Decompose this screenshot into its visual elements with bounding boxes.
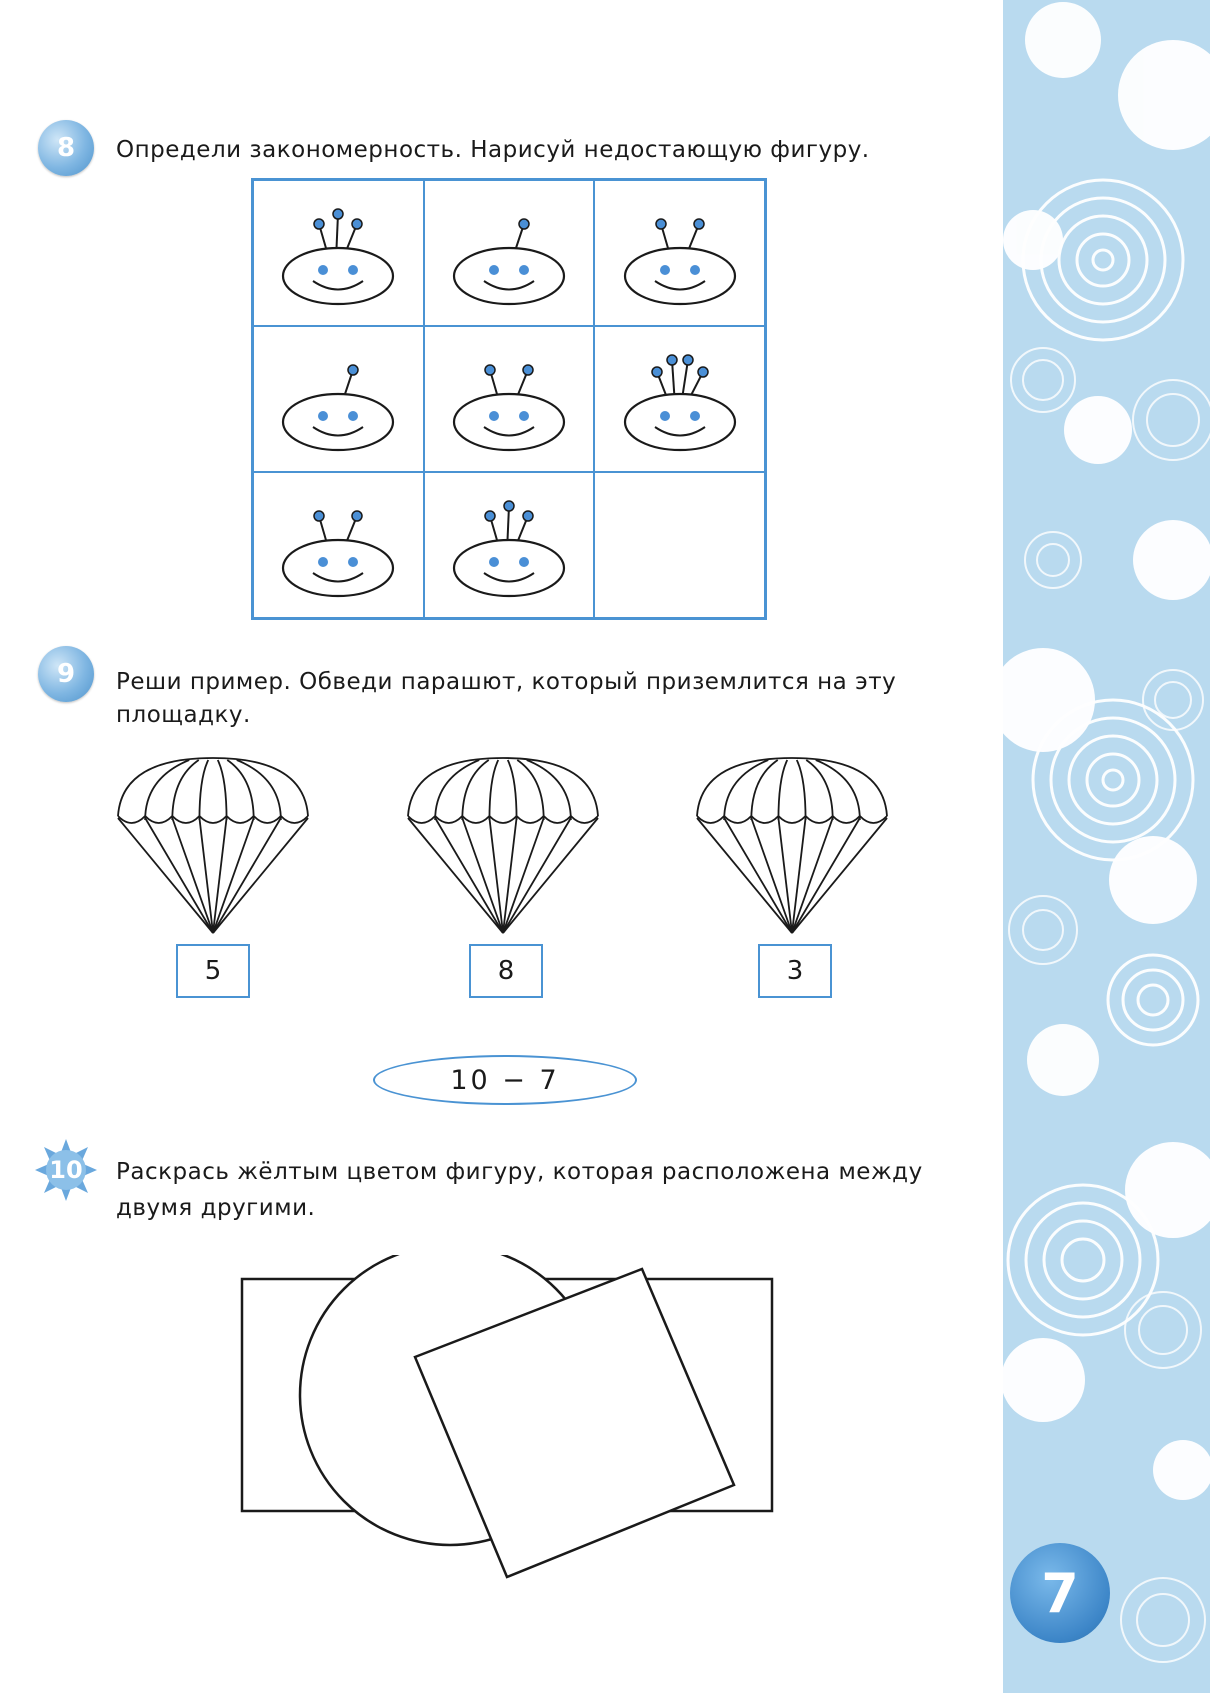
page-number-text: 7 xyxy=(1041,1561,1079,1625)
task-instruction-line: Реши пример. Обведи парашют, который приземлится на эту xyxy=(116,669,897,695)
task-instruction-line: двумя другими. xyxy=(116,1195,316,1221)
alien-face-icon xyxy=(444,490,574,600)
task-instruction-line: площадку. xyxy=(116,702,251,728)
alien-face-icon xyxy=(444,198,574,308)
alien-face-icon xyxy=(273,490,403,600)
alien-face-icon xyxy=(615,198,745,308)
grid-cell xyxy=(424,472,595,618)
task-instruction xyxy=(116,1154,986,1190)
alien-face-icon xyxy=(273,198,403,308)
alien-face-icon xyxy=(615,344,745,454)
grid-cell xyxy=(253,180,424,326)
grid-cell xyxy=(253,326,424,472)
task-instruction xyxy=(116,664,986,700)
grid-cell xyxy=(594,180,765,326)
decorative-side-strip xyxy=(1003,0,1210,1693)
page-number xyxy=(1010,1543,1110,1643)
expression-text: 10 − 7 xyxy=(450,1064,560,1096)
parachute-number-box[interactable]: 3 xyxy=(758,944,832,998)
landing-pad-expression xyxy=(373,1055,637,1105)
grid-cell xyxy=(253,472,424,618)
grid-cell xyxy=(424,326,595,472)
task-instruction-line: Раскрась жёлтым цветом фигуру, которая расположена между xyxy=(116,1159,923,1185)
parachute-number-box[interactable]: 8 xyxy=(469,944,543,998)
parachute-number-box[interactable]: 5 xyxy=(176,944,250,998)
grid-cell xyxy=(424,180,595,326)
alien-face-icon xyxy=(444,344,574,454)
pattern-grid xyxy=(251,178,767,620)
task-number: 10 xyxy=(49,1156,83,1184)
parachutes-illustration xyxy=(0,750,1000,950)
parachute-icon[interactable] xyxy=(408,758,598,933)
task-number-badge xyxy=(33,1137,99,1203)
parachute-icon[interactable] xyxy=(118,758,308,933)
grid-cell xyxy=(594,326,765,472)
task-number-badge xyxy=(38,646,94,702)
parachute-icon[interactable] xyxy=(697,758,887,933)
task-number: 9 xyxy=(56,659,76,689)
empty-answer-cell[interactable] xyxy=(594,472,765,618)
task-number-badge xyxy=(38,120,94,176)
task-number: 8 xyxy=(56,133,76,163)
snowflake-pattern-icon xyxy=(1003,0,1210,1693)
alien-face-icon xyxy=(273,344,403,454)
task-instruction: Определи закономерность. Нарисуй недостающую фигуру. xyxy=(116,137,870,163)
overlapping-shapes xyxy=(230,1255,790,1595)
